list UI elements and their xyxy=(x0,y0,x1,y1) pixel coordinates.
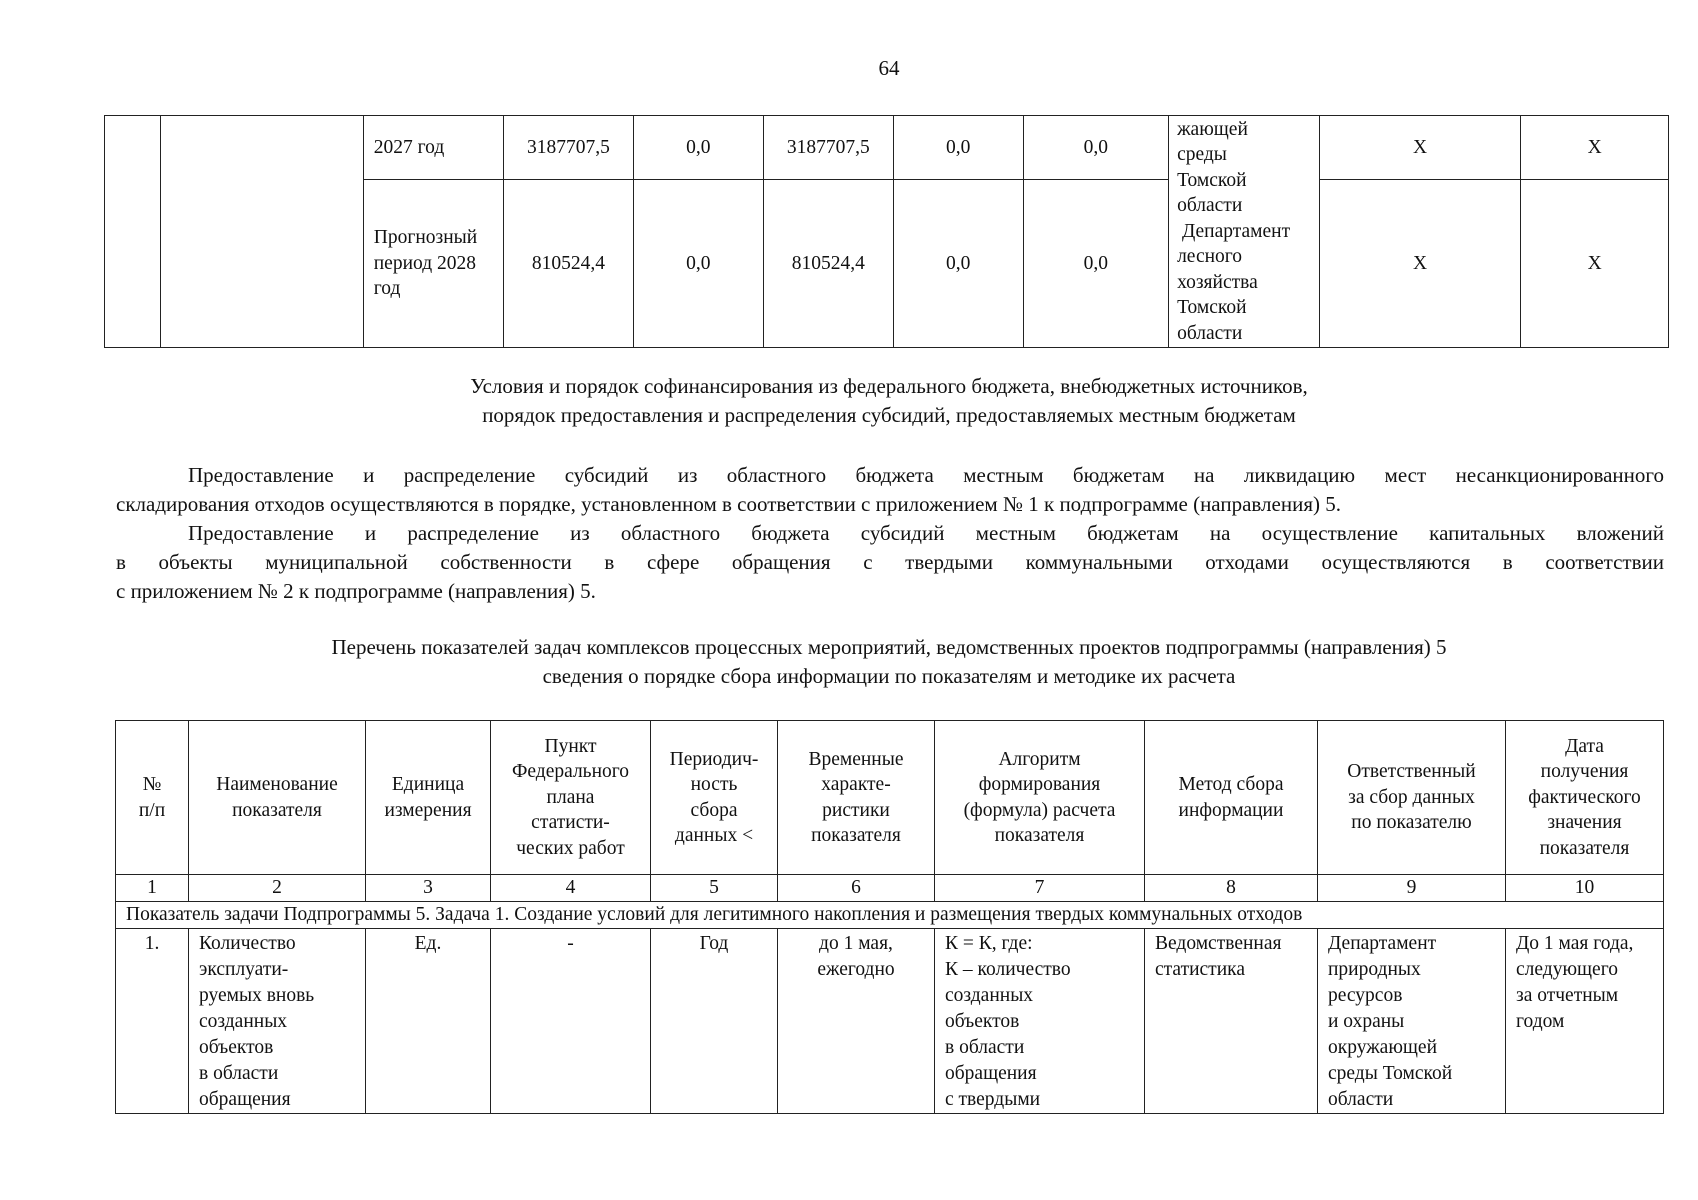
page-number: 64 xyxy=(878,56,900,80)
col-number: 8 xyxy=(1145,875,1318,902)
unit: Ед. xyxy=(366,929,491,1114)
budget-x-mark: Х xyxy=(1521,116,1669,180)
section-heading xyxy=(0,372,1698,430)
budget-cell-name xyxy=(161,116,364,348)
task-row xyxy=(116,902,1664,929)
col-number: 5 xyxy=(651,875,778,902)
heading-line: Перечень показателей задач комплексов процессных мероприятий, ведомственных проектов подпрограммы (направления) 5 xyxy=(331,635,1447,659)
paragraph-line: в объекты муниципальной собственности в сфере обращения с твердыми коммунальными отходами осуществляются в соответствии xyxy=(116,550,1664,574)
col-header: Ответственный за сбор данных по показателю xyxy=(1318,721,1506,875)
org-line: жающей xyxy=(1177,118,1248,140)
col-number: 3 xyxy=(366,875,491,902)
row-number: 1. xyxy=(116,929,189,1114)
col-header: Временные характе- ристики показателя xyxy=(778,721,935,875)
budget-regional: 810524,4 xyxy=(763,180,893,348)
heading-line: Условия и порядок софинансирования из федерального бюджета, внебюджетных источников, xyxy=(470,374,1308,398)
section-heading xyxy=(0,633,1698,691)
budget-total: 3187707,5 xyxy=(504,116,634,180)
org-line: Томской xyxy=(1177,169,1247,191)
budget-federal: 0,0 xyxy=(633,180,763,348)
table-header-row xyxy=(116,721,1664,875)
heading-line: сведения о порядке сбора информации по показателям и методике их расчета xyxy=(542,664,1236,688)
budget-period: 2027 год xyxy=(363,116,503,180)
heading-line: порядок предоставления и распределения субсидий, предоставляемых местным бюджетам xyxy=(482,403,1296,427)
budget-extra: 0,0 xyxy=(1023,180,1168,348)
budget-federal: 0,0 xyxy=(633,116,763,180)
responsible-org-cell xyxy=(1169,116,1320,348)
indicator-name: Количество эксплуати- руемых вновь созданных объектов в области обращения xyxy=(189,929,366,1114)
paragraph-line: с приложением № 2 к подпрограмме (направления) 5. xyxy=(116,579,596,603)
col-number: 7 xyxy=(935,875,1145,902)
budget-local: 0,0 xyxy=(893,180,1023,348)
org-line: области xyxy=(1177,195,1243,217)
actual-value-date: До 1 мая года, следующего за отчетным годом xyxy=(1506,929,1664,1114)
budget-row xyxy=(105,116,1669,180)
budget-x-mark: Х xyxy=(1521,180,1669,348)
org-line: лесного xyxy=(1177,246,1243,268)
paragraph xyxy=(116,519,1664,606)
col-header: Единица измерения xyxy=(366,721,491,875)
org-line: Томской xyxy=(1177,297,1247,319)
budget-local: 0,0 xyxy=(893,116,1023,180)
periodicity: Год xyxy=(651,929,778,1114)
budget-x-mark: Х xyxy=(1319,116,1521,180)
plan-item: - xyxy=(491,929,651,1114)
col-header: Метод сбора информации xyxy=(1145,721,1318,875)
indicator-table xyxy=(115,720,1664,1114)
org-line: хозяйства xyxy=(1177,271,1258,293)
collection-method: Ведомственная статистика xyxy=(1145,929,1318,1114)
col-header: Периодич- ность сбора данных < xyxy=(651,721,778,875)
budget-x-mark: Х xyxy=(1319,180,1521,348)
col-header: Дата получения фактического значения показателя xyxy=(1506,721,1664,875)
col-number: 9 xyxy=(1318,875,1506,902)
paragraph-line: Предоставление и распределение из областного бюджета субсидий местным бюджетам на осуществление капитальных вложений xyxy=(188,521,1664,545)
budget-table xyxy=(104,115,1669,348)
col-number: 2 xyxy=(189,875,366,902)
org-line: области xyxy=(1177,322,1243,344)
col-number: 6 xyxy=(778,875,935,902)
org-line: Департамент xyxy=(1177,220,1291,242)
col-header: Наименование показателя xyxy=(189,721,366,875)
time-characteristics: до 1 мая, ежегодно xyxy=(778,929,935,1114)
budget-cell-num xyxy=(105,116,161,348)
budget-regional: 3187707,5 xyxy=(763,116,893,180)
column-number-row xyxy=(116,875,1664,902)
paragraph-line: складирования отходов осуществляются в порядке, установленном в соответствии с приложением № 1 к подпрограмме (направления) 5. xyxy=(116,492,1341,516)
col-number: 10 xyxy=(1506,875,1664,902)
col-header: Пункт Федерального плана статисти- ческих работ xyxy=(491,721,651,875)
col-number: 4 xyxy=(491,875,651,902)
paragraph xyxy=(116,461,1664,519)
paragraph-line: Предоставление и распределение субсидий из областного бюджета местным бюджетам на ликвидацию мест несанкционированного xyxy=(188,463,1664,487)
col-number: 1 xyxy=(116,875,189,902)
task-title: Показатель задачи Подпрограммы 5. Задача 1. Создание условий для легитимного накопления и размещения твердых коммунальных отходов xyxy=(116,902,1664,929)
table-row xyxy=(116,929,1664,1114)
budget-period: Прогнозный период 2028 год xyxy=(363,180,503,348)
algorithm: К = К, где: К – количество созданных объектов в области обращения с твердыми xyxy=(935,929,1145,1114)
budget-extra: 0,0 xyxy=(1023,116,1168,180)
responsible: Департамент природных ресурсов и охраны окружающей среды Томской области xyxy=(1318,929,1506,1114)
budget-total: 810524,4 xyxy=(504,180,634,348)
col-header: № п/п xyxy=(116,721,189,875)
col-header: Алгоритм формирования (формула) расчета показателя xyxy=(935,721,1145,875)
org-line: среды xyxy=(1177,144,1227,166)
